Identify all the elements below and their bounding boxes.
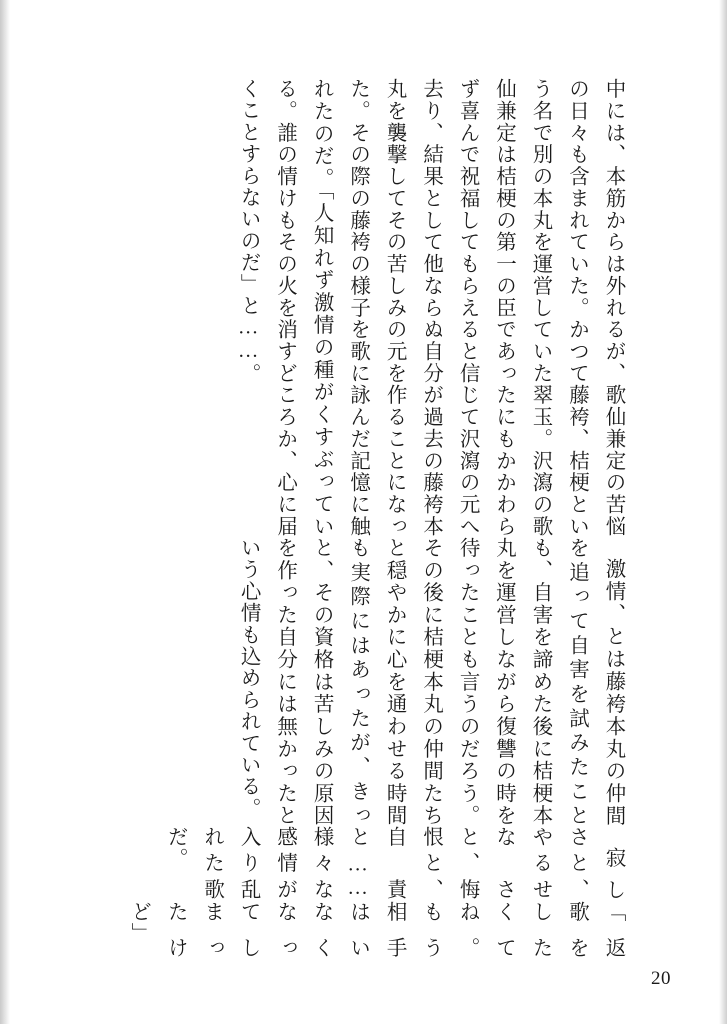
paragraph-1: 中には、本筋からは外れるが、歌仙兼定の苦悩の日々も含まれていた。かつて藤袴、桔梗という名で別の本丸を運営していた翠玉。沢瀉の歌仙兼定は桔梗の第一の臣であったにもかかわらず喜んで祝福してもらえると信じて沢瀉の元へ去り、結果として他ならぬ自分が過去の藤袴本丸を襲撃してその苦しみの元を作ることになった。その際の藤袴の様子を歌に詠んだ記憶に触れたのだ。「人知れず激情の種がくすぶっている。誰の情けもその火を消すどころか、心に届くことすらないのだ」と……。 <box>237 78 624 538</box>
paragraph-2: 激情、とは藤袴本丸の仲間を追って自害を試みたことも、自害を諦めた後に桔梗本丸を運営しながら復讐の時を待ったことも言うのだろう。その後に桔梗本丸の仲間たちと穏やかに心を通わせる時間も実際にはあったが、きっと、その資格は苦しみの原因を作った自分には無かったという心情も込められている。 <box>237 537 624 827</box>
paragraph-4-dialogue: 「返歌をしたくてね。もう相手はいなくなってしまったけど」 <box>127 900 624 958</box>
paragraph-3: 寂しさと、やるせなさと、悔恨と、自責と……様々な感情が入り乱れた歌だ。 <box>164 826 624 901</box>
vertical-text-body <box>91 78 631 958</box>
page-number: 20 <box>651 968 671 989</box>
